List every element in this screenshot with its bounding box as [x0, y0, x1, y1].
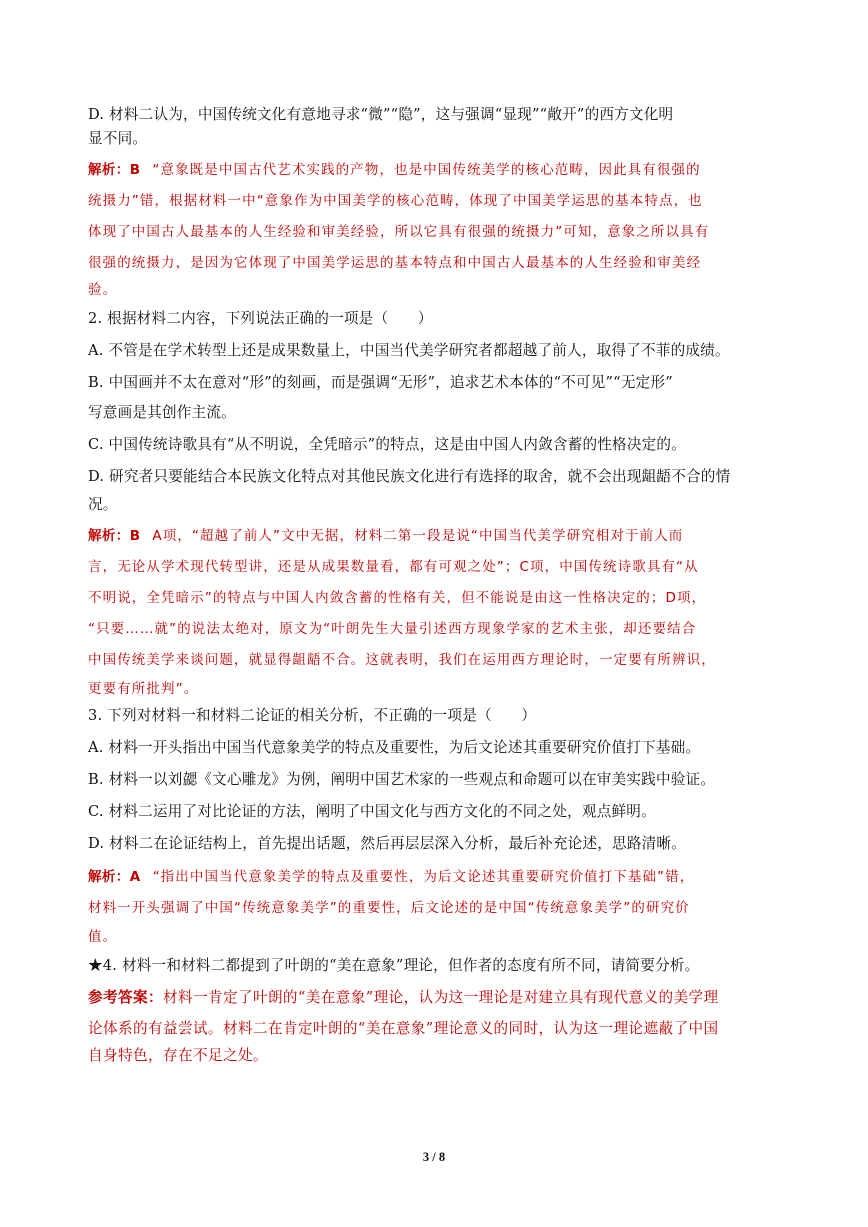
page-number: 3 / 8: [422, 1150, 446, 1164]
answer-2-line: “只要……就”的说法太绝对，原文为“叶朗先生大量引述西方现象学家的艺术主张，却还要结合: [88, 621, 697, 637]
answer-1-line: 统摄力”错，根据材料一中“意象作为中国美学的核心范畴，体现了中国美学运思的基本特点，也: [88, 193, 703, 209]
answer-2-line: 不明说，全凭暗示”的特点与中国人内敛含蓄的性格有关，但不能说是由这一性格决定的；D项，: [88, 590, 707, 606]
page-content: [88, 103, 788, 1068]
answer-4-line: 自身特色，存在不足之处。: [88, 1047, 268, 1064]
answer-1-analysis: [88, 155, 788, 301]
question-2-option-b: B. 中国画并不太在意对“形”的刻画，而是强调“无形”，追求艺术本体的“不可见”“无定形”: [88, 374, 673, 391]
question-2-option-a: A. 不管是在学术转型上还是成果数量上，中国当代美学研究者都超越了前人，取得了不菲的成绩。: [88, 342, 730, 359]
answer-2-line: 更要有所批判”。: [88, 681, 199, 697]
answer-1-line: 很强的统摄力，是因为它体现了中国美学运思的基本特点和中国古人最基本的人生经验和审美经: [88, 255, 702, 271]
question-2-option-d: D. 研究者只要能结合本民族文化特点对其他民族文化进行有选择的取舍，就不会出现龃龉不合的情: [88, 468, 731, 485]
answer-3-line: “指出中国当代意象美学的特点及重要性，为后文论述其重要研究价值打下基础”错，: [152, 869, 695, 885]
answer-4-reference: [88, 982, 788, 1068]
answer-3-tag: 解析：A: [88, 869, 141, 885]
answer-4-line: 材料一肯定了叶朗的“美在意象”理论，认为这一理论是对建立具有现代意义的美学理: [162, 989, 719, 1006]
answer-1-tag: 解析：B: [88, 162, 141, 178]
question-3: 3. 下列对材料一和材料二论证的相关分析，不正确的一项是（ ）: [88, 707, 537, 724]
answer-3-analysis: [88, 862, 788, 950]
question-3-option-d: D. 材料二在论证结构上，首先提出话题，然后再层层深入分析，最后补充论述，思路清晰。: [88, 835, 687, 852]
answer-1-line: 验。: [88, 282, 118, 298]
answer-2-tag: 解析：B: [88, 528, 141, 544]
question-2-option-c: C. 中国传统诗歌具有“从不明说，全凭暗示”的特点，这是由中国人内敛含蓄的性格决定的。: [88, 436, 687, 453]
answer-3-line: 材料一开头强调了中国“传统意象美学”的重要性，后文论述的是中国“传统意象美学”的研究价: [88, 900, 690, 916]
answer-4-tag: 参考答案：: [88, 989, 163, 1006]
question-4: ★4. 材料一和材料二都提到了叶朗的“美在意象”理论，但作者的态度有所不同，请简要分析。: [88, 957, 700, 974]
question-1-option-d-cont: 显不同。: [88, 130, 148, 147]
answer-2-analysis: [88, 521, 788, 702]
question-3-option-c: C. 材料二运用了对比论证的方法，阐明了中国文化与西方文化的不同之处，观点鲜明。: [88, 803, 656, 820]
answer-2-line: 中国传统美学来谈问题，就显得龃龉不合。这就表明，我们在运用西方理论时，一定要有所辨识，: [88, 652, 716, 668]
question-2-option-d-cont: 况。: [88, 496, 118, 513]
question-2: 2. 根据材料二内容，下列说法正确的一项是（ ）: [88, 310, 433, 327]
answer-1-line: “意象既是中国古代艺术实践的产物，也是中国传统美学的核心范畴，因此具有很强的: [152, 162, 701, 178]
question-1-option-d: D. 材料二认为，中国传统文化有意地寻求“微”“隐”，这与强调“显现”“敞开”的西方文化明: [88, 106, 674, 123]
question-3-option-b: B. 材料一以刘勰《文心雕龙》为例，阐明中国艺术家的一些观点和命题可以在审美实践中验证。: [88, 771, 716, 788]
answer-2-line: A项，“超越了前人”文中无据，材料二第一段是说“中国当代美学研究相对于前人而: [152, 528, 684, 544]
answer-2-line: 言，无论从学术现代转型讲，还是从成果数量看，都有可观之处”；C项，中国传统诗歌具有“从: [88, 559, 699, 575]
answer-3-line: 值。: [88, 929, 118, 945]
question-3-option-a: A. 材料一开头指出中国当代意象美学的特点及重要性，为后文论述其重要研究价值打下基础。: [88, 739, 701, 756]
answer-1-line: 体现了中国古人最基本的人生经验和审美经验，所以它具有很强的统摄力”可知，意象之所以具有: [88, 224, 710, 240]
question-2-option-b-cont: 写意画是其创作主流。: [88, 404, 236, 421]
answer-4-line: 论体系的有益尝试。材料二在肯定叶朗的“美在意象”理论意义的同时，认为这一理论遮蔽了中国: [88, 1020, 719, 1037]
